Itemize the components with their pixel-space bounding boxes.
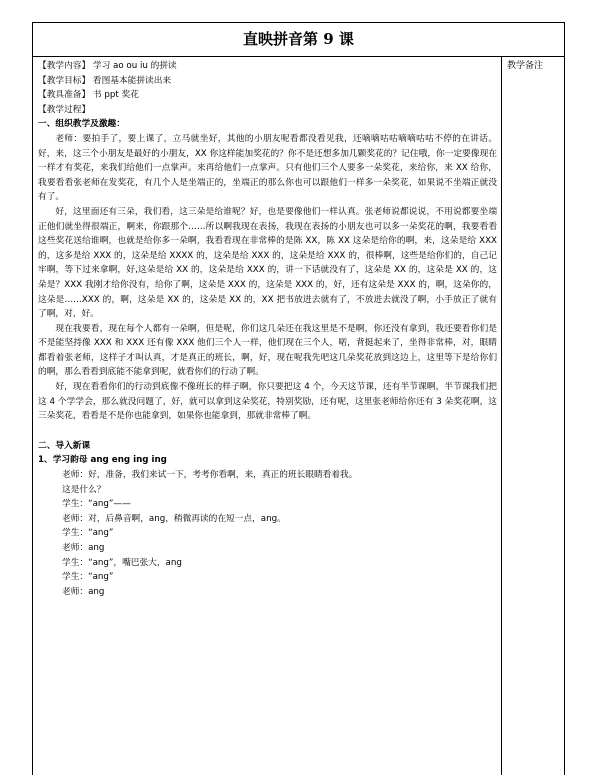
dialogue-line: 这是什么？ bbox=[62, 484, 106, 495]
table-body bbox=[33, 57, 564, 775]
lesson-plan-table bbox=[32, 22, 565, 775]
notes-cell bbox=[503, 57, 564, 75]
paragraph: 好，这里面还有三朵，我们看，这三朵是给谁呢？好，也是要像他们一样认真。张老师说都说说，不用说都要坐端正他们就坐得很端正，啊来，你跟那个……所以啊我现在表扬，我现在表扬的小朋友也可以多一朵奖花的啊，我要看看这些奖花送给谁啊，也就是给你多一朵啊，我看看现在非常棒的是陈 XX，陈 XX 这朵是给你的啊，来，这朵是给 XXX 的，这多是给 XXX 的，这朵是给 XXXX 的，这朵是给 XXX 的，这朵是给 XXX 的，很棒啊，这些是给你们的，自己记牢啊，等下过来拿啊，好,这朵是给 XX 的，这朵是给 XXX 的，讲一下话就没有了，这朵是 XX 的，这朵是 XX 的，这朵是？XXX 我刚才给你没有，给你了啊，这朵是 XXX 的，这朵是 XXX 的，好，还有这朵是 XXX 的，啊，这朵你的，这朵是……XXX 的，啊，这朵是 XX 的，这朵是 XX 的，XX 把书放进去就有了，不放进去就没了啊，小手放正了就有了啊，对，好。 bbox=[38, 206, 497, 320]
page-title: 直映拼音第 9 课 bbox=[33, 23, 564, 57]
dialogue-line: 学生：“ang” bbox=[62, 528, 114, 539]
dialogue-line: 学生：“ang”—— bbox=[62, 499, 131, 510]
paragraph: 现在我要看，现在每个人都有一朵啊，但是呢，你们这几朵还在我这里是不是啊，你还没有拿到，我还要看你们是不是能坚持像 XXX 和 XXX 还有像 XXX 他们三个人一样，他们现在三个人，喏，背挺起来了，坐得非常棒，对，眼睛都看着张老师，这样子才叫认真，才是真正的班长，啊，好，现在呢我先吧这几朵奖花放到这边上，这里等下是给你们的啊，那么看看到底能不能拿到呢，就看你们的行动了啊。 bbox=[38, 323, 497, 378]
dialogue-line: 老师：ang bbox=[62, 543, 105, 553]
section1-heading: 一、组织教学及激趣： bbox=[38, 119, 125, 130]
spacer bbox=[38, 424, 497, 439]
dialogue-line: 学生：“ang” bbox=[62, 572, 114, 583]
dialogue-line: 老师：ang bbox=[62, 586, 105, 597]
section2-subheading: 1、学习韵母 ang eng ing ing bbox=[38, 455, 167, 466]
dialogue-line: 老师：好，准备，我们来试一下，考考你看啊，来，真正的班长眼睛看着我。 bbox=[62, 470, 358, 481]
paragraph: 老师：要拍手了，要上课了，立马就坐好，其他的小朋友呢看都没看见我，还嘀嘀咕咕嘀嘀咕咕不停的在讲话。好，来，这三个小朋友是最好的小朋友，XX 你这样能加奖花的？你不是还想多加几颗奖花的？记住哦，你一定要像现在一样才有奖花，来我们给他们一点掌声。来再给他们一点掌声。只有他们三个人要多一朵奖花，来给你，来 XX 给你，我要看看张老师在发奖花，有几个人是坐端正的，坐端正的那么你也可以跟他们一样多一朵奖花，如果说不坐端正就没有了。 bbox=[38, 133, 497, 203]
main-content-cell bbox=[33, 57, 502, 775]
meta-materials: 【教具准备】 书 ppt 奖花 bbox=[38, 90, 139, 101]
meta-process: 【教学过程】 bbox=[38, 104, 91, 115]
meta-content: 【教学内容】 学习 ao ou iu 的拼读 bbox=[38, 61, 177, 71]
dialogue-line: 老师：对，后鼻音啊，ang，稍微再读的在短一点，ang。 bbox=[62, 513, 286, 524]
notes-label: 教学备注 bbox=[507, 61, 544, 71]
section2-heading: 二、导入新课 bbox=[38, 440, 91, 451]
meta-objective: 【教学目标】 看图基本能拼读出来 bbox=[38, 75, 172, 86]
paragraph: 好，现在看看你们的行动到底像不像班长的样子啊，你只要把这 4 个，今天这节课，还有半节课啊，半节课我们把这 4 个学学会，那么就没问题了，好，就可以拿到这朵奖花，特别奖励，还有呢，这里张老师给你还有 3 朵奖花啊，这三朵奖花，看看是不是你也能拿到，如果你也能拿到，那就非常棒了啊。 bbox=[38, 382, 497, 422]
dialogue-line: 学生：“ang”，嘴巴张大，ang bbox=[62, 557, 182, 568]
